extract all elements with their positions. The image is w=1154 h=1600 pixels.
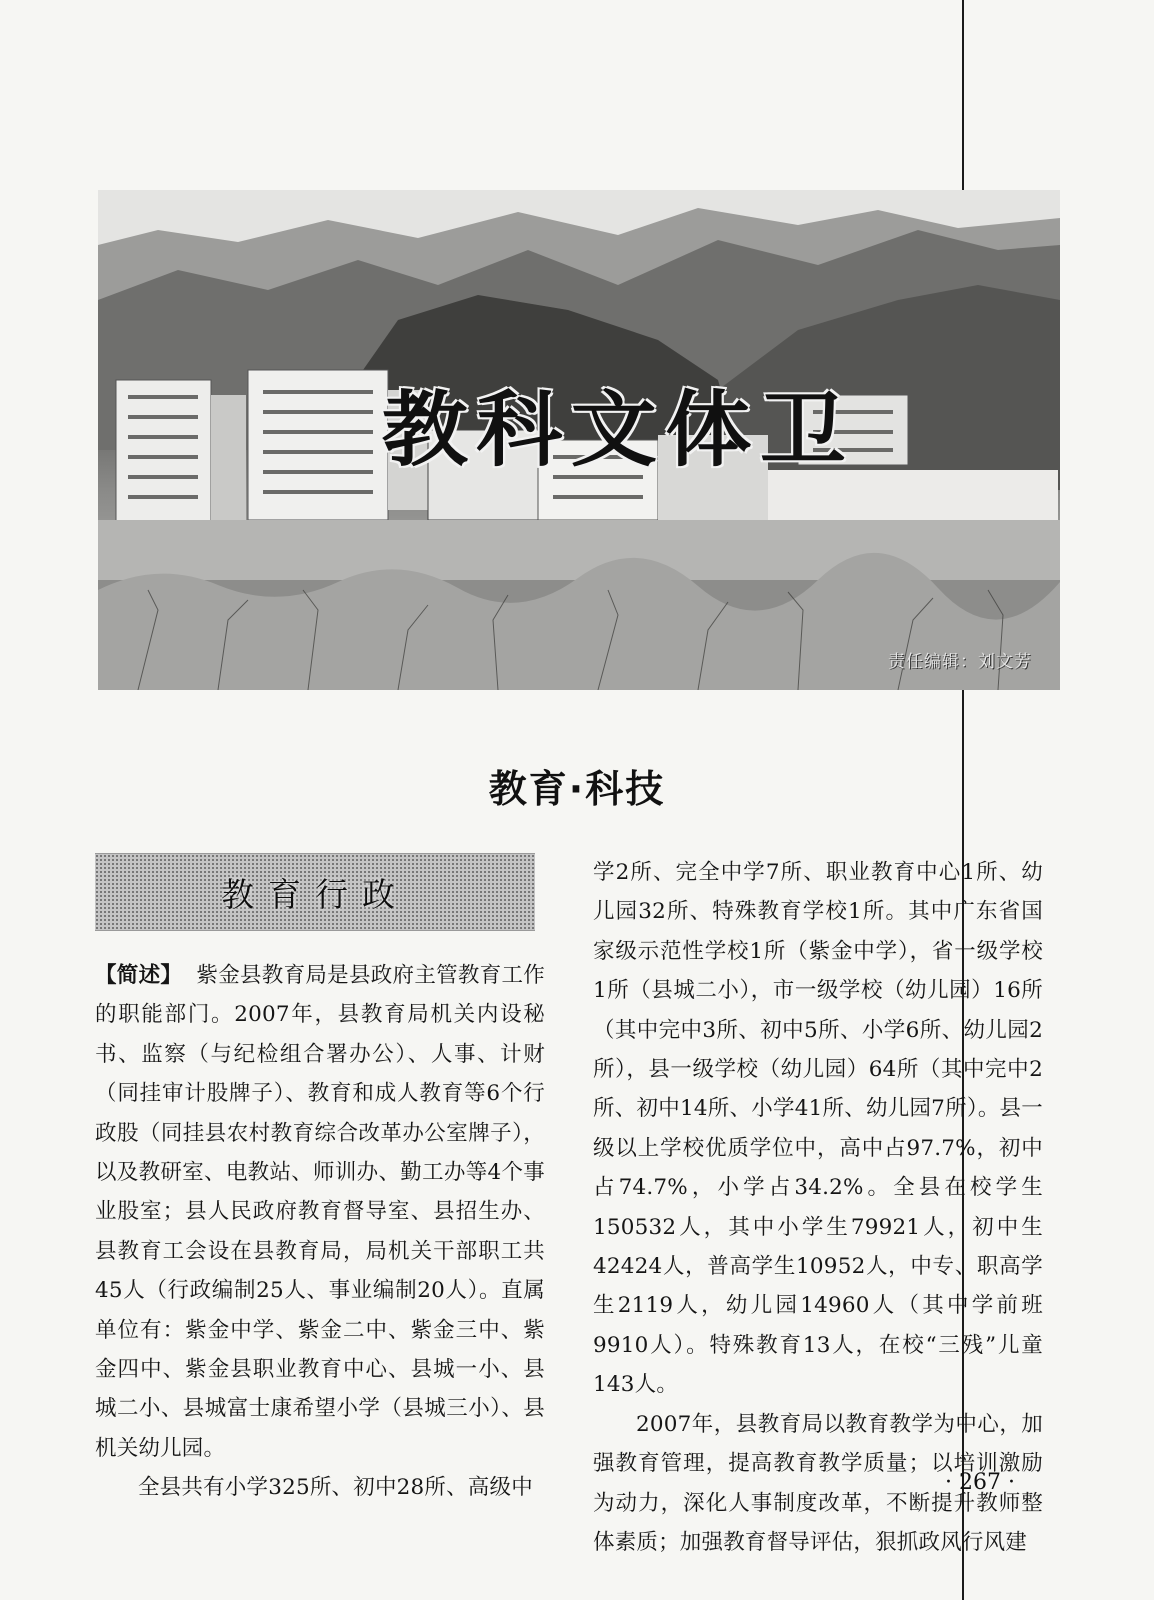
subsection-heading-box <box>95 853 535 931</box>
article-paragraph-3: 2007年，县教育局以教育教学为中心，加强教育管理，提高教育教学质量；以培训激励为动力，深化人事制度改革，不断提升教师整体素质；加强教育督导评估，狠抓政风行风建 <box>593 1411 1043 1555</box>
subsection-title: 教育行政 <box>221 874 409 914</box>
banner-title: 教科文体卫 <box>381 383 855 478</box>
article-column-right <box>593 853 1043 1562</box>
article-paragraph-1 <box>95 956 545 1468</box>
banner-photo <box>98 190 1060 690</box>
article-paragraph-2-part-2: 学2所、完全中学7所、职业教育中心1所、幼儿园32所、特殊教育学校1所。其中广东省国家级示范性学校1所（紫金中学），省一级学校1所（县城二小），市一级学校（幼儿园）16所（其中完中3所、初中5所、小学6所、幼儿园2所），县一级学校（幼儿园）64所（其中完中2所、初中14所、小学41所、幼儿园7所）。县一级以上学校优质学位中，高中占97.7%，初中占74.7%，小学占34.2%。全县在校学生150532人，其中小学生79921人，初中生42424人，普高学生10952人，中专、职高学生2119人，幼儿园14960人（其中学前班9910人）。特殊教育13人，在校“三残”儿童143人。 <box>593 860 1043 1398</box>
article-column-left <box>95 956 545 1508</box>
editor-credit: 责任编辑：刘文芳 <box>888 652 1032 672</box>
page-number: · 267 · <box>945 1470 1015 1495</box>
article-paragraph-2-part-1: 全县共有小学325所、初中28所、高级中 <box>138 1475 533 1501</box>
paragraph-1-text: 紫金县教育局是县政府主管教育工作的职能部门。2007年，县教育局机关内设秘书、监察（与纪检组合署办公）、人事、计财（同挂审计股牌子）、教育和成人教育等6个行政股（同挂县农村教育综合改革办公室牌子），以及教研室、电教站、师训办、勤工办等4个事业股室；县人民政府教育督导室、县招生办、县教育工会设在县教育局，局机关干部职工共45人（行政编制25人、事业编制20人）。直属单位有：紫金中学、紫金二中、紫金三中、紫金四中、紫金县职业教育中心、县城一小、县城二小、县城富士康希望小学（县城三小）、县机关幼儿园。 <box>95 963 545 1461</box>
summary-label: 【简述】 <box>95 963 183 988</box>
section-title: 教育·科技 <box>488 767 666 811</box>
